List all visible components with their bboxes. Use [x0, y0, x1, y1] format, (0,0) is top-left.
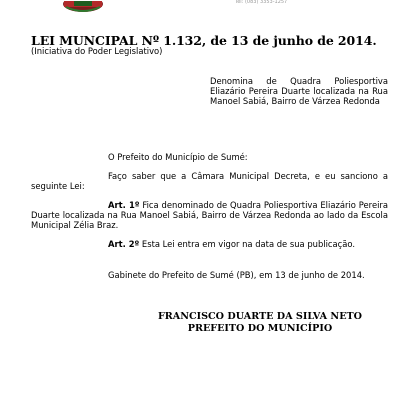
signature-block — [150, 311, 370, 335]
law-ementa: Denomina de Quadra Poliesportiva Eliazário Pereira Duarte localizada na Rua Manoel Sabiá, Bairro de Várzea Redonda — [210, 76, 388, 106]
article-1-label: Art. 1º — [108, 200, 140, 210]
signatory-name: FRANCISCO DUARTE DA SILVA NETO — [158, 311, 362, 322]
intro-paragraph: Faço saber que a Câmara Municipal Decreta, e eu sanciono a seguinte Lei: — [31, 171, 388, 191]
article-2-label: Art. 2º — [108, 239, 140, 249]
salute-paragraph: O Prefeito do Município de Sumé: — [108, 152, 248, 162]
article-2-paragraph — [108, 239, 355, 249]
closing-paragraph: Gabinete do Prefeito de Sumé (PB), em 13 de junho de 2014. — [108, 270, 365, 280]
article-2-text: Esta Lei entra em vigor na data de sua publicação. — [139, 239, 356, 249]
law-initiative: (Iniciativa do Poder Legislativo) — [31, 46, 163, 56]
article-1-paragraph — [31, 200, 388, 230]
signatory-role: PREFEITO DO MUNICÍPIO — [187, 323, 333, 334]
header-contact: Tel: (083) 3353-1257 — [235, 0, 288, 5]
law-title: LEI MUNCIPAL Nº 1.132, de 13 de junho de 2014. — [31, 33, 377, 48]
article-1-text: Fica denominado de Quadra Poliesportiva Eliazário Pereira Duarte localizada na Rua Manoel Sabiá, Bairro de Várzea Redonda ao lado da Escola Municipal Zélia Braz. — [31, 200, 388, 230]
municipal-crest-icon — [62, 0, 104, 12]
